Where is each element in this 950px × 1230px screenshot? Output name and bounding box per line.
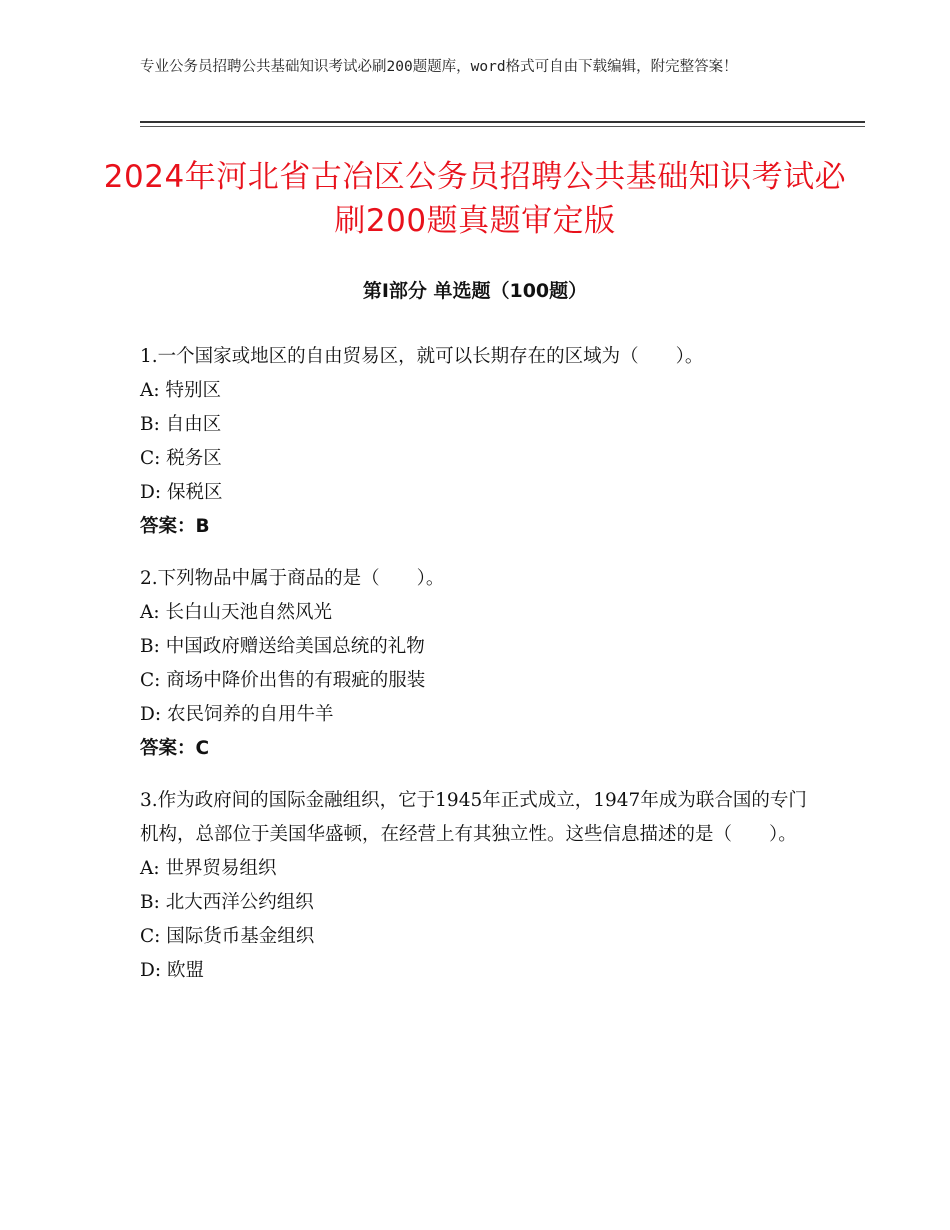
header-note: 专业公务员招聘公共基础知识考试必刷200题题库，word格式可自由下载编辑，附完整答案！: [140, 59, 738, 75]
option-c: C: 国际货币基金组织: [140, 926, 315, 947]
option-b: B: 北大西洋公约组织: [140, 892, 314, 913]
option-c: C: 商场中降价出售的有瑕疵的服装: [140, 670, 426, 691]
option-a: A: 特别区: [140, 380, 221, 401]
option-d: D: 农民饲养的自用牛羊: [140, 704, 334, 725]
question-text: 3.作为政府间的国际金融组织，它于1945年正式成立，1947年成为联合国的专门机构，总部位于美国华盛顿，在经营上有其独立性。这些信息描述的是（ ）。: [140, 790, 807, 845]
option-d: D: 欧盟: [140, 960, 204, 981]
option-c: C: 税务区: [140, 448, 222, 469]
question-text: 1.一个国家或地区的自由贸易区，就可以长期存在的区域为（ ）。: [140, 346, 704, 367]
question-item: [140, 340, 820, 544]
section-title: 第Ⅰ部分 单选题（100题）: [362, 280, 588, 302]
document-title: 2024年河北省古冶区公务员招聘公共基础知识考试必刷200题真题审定版: [103, 159, 847, 239]
header-divider-thin: [140, 126, 865, 127]
option-a: A: 长白山天池自然风光: [140, 602, 332, 623]
option-a: A: 世界贸易组织: [140, 858, 277, 879]
question-text: 2.下列物品中属于商品的是（ ）。: [140, 568, 445, 589]
option-b: B: 中国政府赠送给美国总统的礼物: [140, 636, 425, 657]
question-item: [140, 784, 820, 988]
question-list: [140, 340, 820, 1006]
question-item: [140, 562, 820, 766]
answer-text: 答案：C: [140, 738, 210, 759]
option-b: B: 自由区: [140, 414, 222, 435]
answer-text: 答案：B: [140, 516, 210, 537]
option-d: D: 保税区: [140, 482, 223, 503]
header-divider-thick: [140, 121, 865, 123]
